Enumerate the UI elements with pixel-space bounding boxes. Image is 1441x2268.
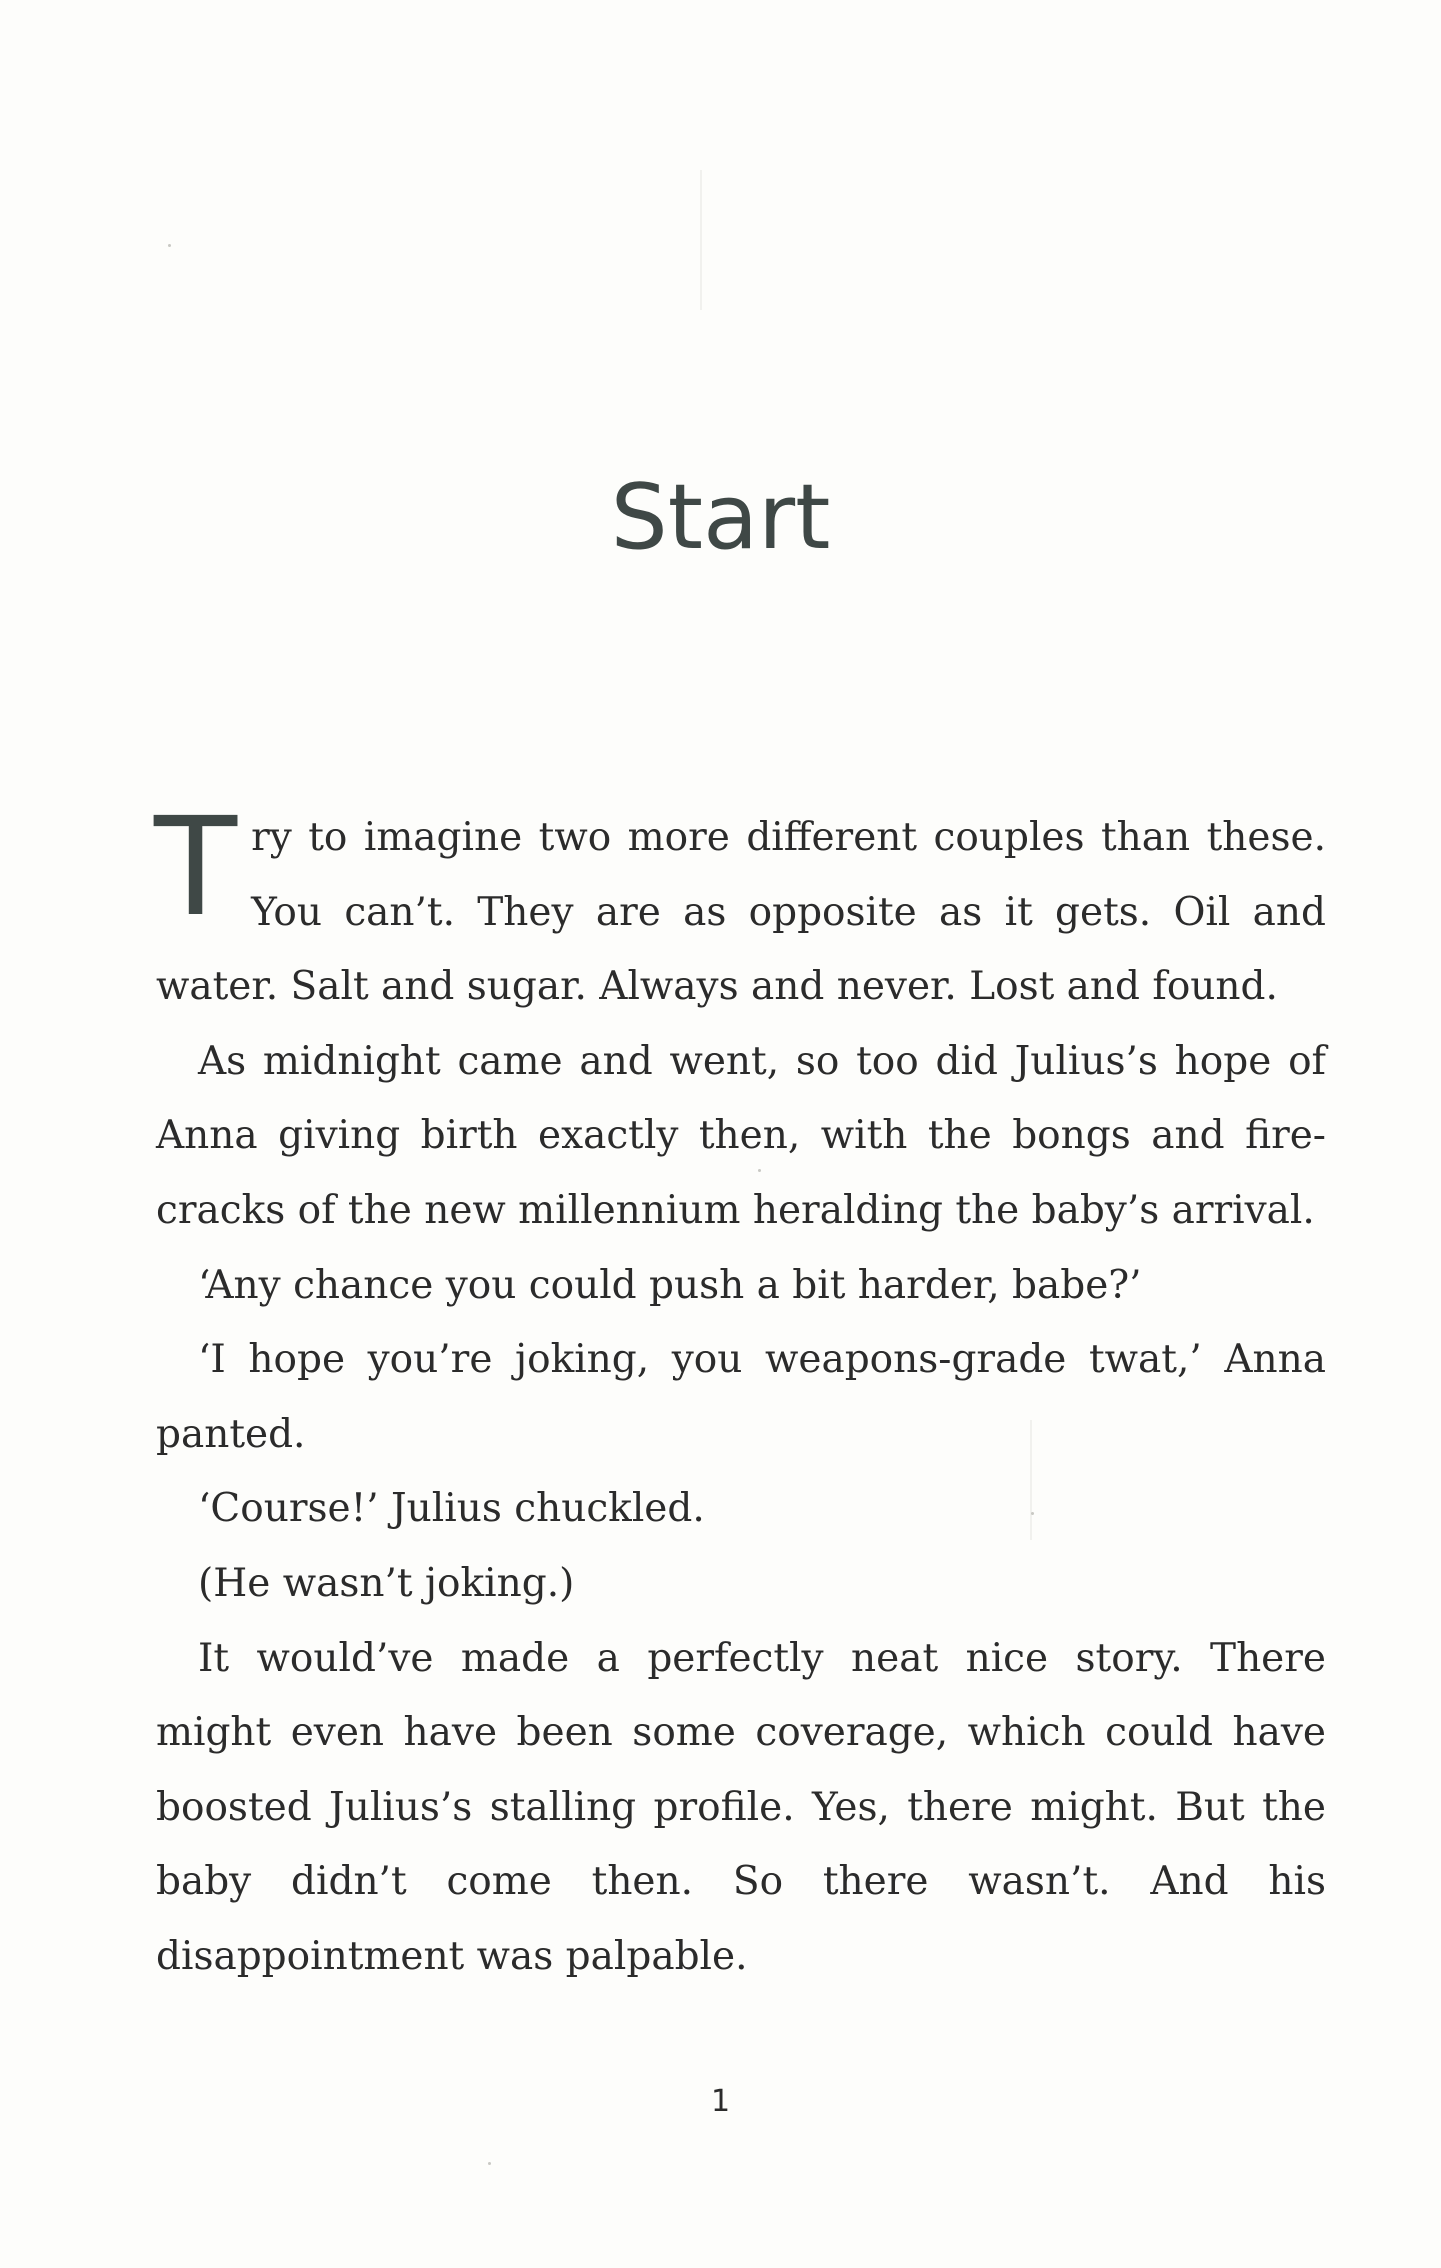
scan-speck: [488, 2162, 491, 2165]
paragraph-opening: [154, 789, 1326, 1025]
paragraph: ‘I hope you’re joking, you weapons-grade twat,’ Anna panted.: [156, 1337, 1326, 1457]
paragraph: It would’ve made a perfectly neat nice story. There might even have been some coverage, which could have boosted Julius’s stalling profile. Yes, there might. But the baby didn’t come then. So there wasn’t. And his disappointment was palpable.: [156, 1635, 1326, 1979]
scan-artifact-line: [700, 170, 702, 310]
paragraph: ‘Any chance you could push a bit harder, babe?’: [198, 1262, 1142, 1308]
paragraph: (He wasn’t joking.): [198, 1560, 575, 1606]
page-number: 1: [710, 2084, 731, 2119]
paragraph: ‘Course!’ Julius chuckled.: [198, 1486, 705, 1532]
paragraph-text: ry to imagine two more different couples than these. You can’t. They are as opposite as it gets. Oil and water. Salt and sugar. Always and never. Lost and found.: [156, 815, 1326, 1010]
body-text: [154, 789, 1326, 1995]
chapter-title: Start: [610, 465, 831, 570]
drop-cap: T: [154, 789, 238, 947]
scan-speck: [168, 244, 171, 247]
paragraph: As midnight came and went, so too did Julius’s hope of Anna giving birth exactly then, with the bongs and fire-cracks of the new millennium heralding the baby’s arrival.: [156, 1038, 1326, 1233]
